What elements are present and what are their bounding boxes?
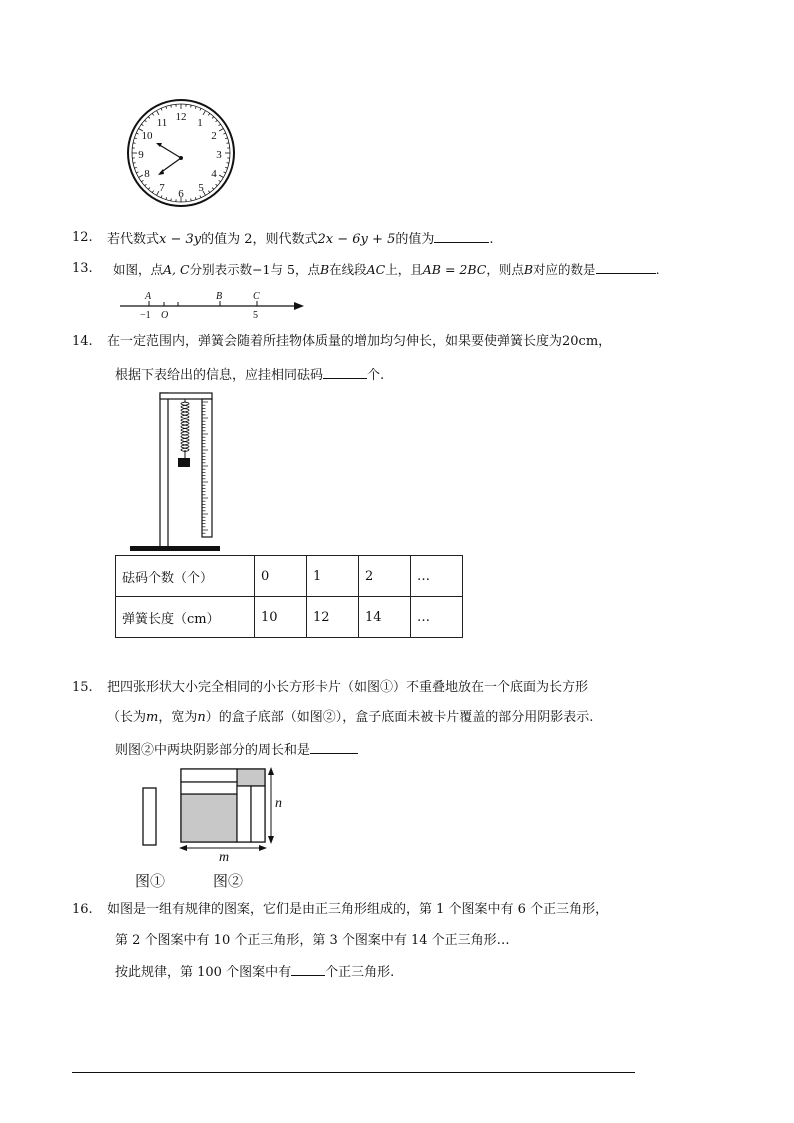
q12-answer-blank[interactable]	[434, 229, 489, 243]
table-cell: 12	[307, 597, 359, 638]
q15-line2-a: （长为	[107, 710, 147, 725]
q15-var-n: n	[197, 710, 206, 725]
question-15-line-2	[107, 709, 593, 727]
table-cell: …	[411, 597, 463, 638]
q12-text-2: 的值为 2，则代数式	[201, 232, 318, 247]
q13-text-6: ，则点	[486, 262, 524, 277]
figure-1-card	[140, 786, 160, 848]
q15-answer-blank[interactable]	[310, 740, 358, 754]
question-16-line-1	[107, 901, 608, 919]
figure-2-label-n: n	[275, 796, 282, 811]
q14-line2-end: 个.	[367, 368, 385, 383]
clock-num-5: 5	[198, 182, 204, 194]
figure-2-box	[176, 764, 286, 864]
clock-num-3: 3	[216, 149, 222, 161]
q13-text-8: .	[655, 262, 660, 277]
number-line-figure	[118, 288, 308, 322]
q13-text-4: 在线段	[329, 262, 367, 277]
question-12-text	[107, 229, 494, 249]
q14-answer-blank[interactable]	[323, 365, 367, 379]
q12-expr-2: 2x − 6y + 5	[317, 232, 396, 247]
clock-num-1: 1	[197, 117, 203, 129]
table-header-cell: 砝码个数（个）	[116, 556, 255, 597]
q12-text-3: 的值为	[395, 232, 435, 247]
table-row	[116, 597, 463, 638]
question-16-line-3	[115, 962, 394, 982]
question-13-text	[113, 260, 660, 279]
figure-2-label-m: m	[219, 850, 230, 864]
numberline-label-o: O	[161, 310, 169, 321]
q15-line3-text: 则图②中两块阴影部分的周长和是	[115, 743, 311, 758]
table-cell: 2	[359, 556, 411, 597]
question-14-line-2	[115, 365, 384, 385]
table-row	[116, 556, 463, 597]
q16-line3-b: 个正三角形.	[325, 965, 395, 980]
spring-data-table	[115, 555, 463, 638]
q14-line2-text: 根据下表给出的信息，应挂相同砝码	[115, 368, 324, 383]
clock-hour-hand	[158, 144, 181, 158]
q14-line1-text: 在一定范围内，弹簧会随着所挂物体质量的增加均匀伸长，如果要使弹簧长度为	[107, 334, 563, 349]
q13-segment: AC	[366, 262, 386, 277]
q13-point-b: B	[319, 262, 330, 277]
q15-var-m: m	[146, 710, 159, 725]
question-number-13: 13.	[72, 261, 93, 276]
q13-text-1: 如图，点	[113, 262, 164, 277]
clock-num-2: 2	[211, 130, 217, 142]
q13-text-3: 与 5，点	[270, 262, 320, 277]
numberline-label-neg1: −1	[140, 310, 151, 321]
q16-line3-a: 按此规律，第 100 个图案中有	[115, 965, 292, 980]
numberline-label-b: B	[216, 291, 223, 302]
q15-line1-text: 把四张形状大小完全相同的小长方形卡片（如图①）不重叠地放在一个底面为长方形	[107, 680, 589, 695]
question-15-line-3	[115, 740, 358, 760]
clock-num-11: 11	[156, 117, 168, 129]
table-cell: 14	[359, 597, 411, 638]
q13-answer-blank[interactable]	[596, 260, 656, 274]
q15-line2-c: ）的盒子底部（如图②），盒子底面未被卡片覆盖的部分用阴影表示.	[205, 710, 594, 725]
q14-line1-end: ，	[598, 334, 612, 349]
q13-text-5: 上，且	[385, 262, 423, 277]
clock-figure	[125, 97, 237, 209]
clock-num-10: 10	[141, 130, 153, 142]
numberline-label-c: C	[253, 291, 260, 302]
spring-apparatus-figure	[126, 390, 226, 552]
question-number-16: 16.	[72, 902, 93, 917]
q16-line2-text: 第 2 个图案中有 10 个正三角形，第 3 个图案中有 14 个正三角形…	[115, 933, 510, 948]
q14-target-length: 20cm	[562, 334, 599, 349]
q12-text-1: 若代数式	[107, 232, 160, 247]
q13-points: A, C	[163, 262, 190, 277]
q12-expr-1: x − 3y	[159, 232, 202, 247]
numberline-label-5: 5	[253, 310, 258, 321]
weight-block	[178, 458, 190, 467]
question-number-14: 14.	[72, 334, 93, 349]
question-number-15: 15.	[72, 680, 93, 695]
clock-num-6: 6	[178, 188, 184, 200]
q13-text-7: 对应的数是	[533, 262, 596, 277]
table-cell: 10	[255, 597, 307, 638]
table-cell: 1	[307, 556, 359, 597]
table-header-cell: 弹簧长度（cm）	[116, 597, 255, 638]
question-number-12: 12.	[72, 230, 93, 245]
q13-number-neg1: −1	[252, 262, 271, 277]
question-14-line-1	[107, 333, 611, 351]
footer-divider	[72, 1072, 635, 1073]
numberline-label-a: A	[145, 291, 152, 302]
question-16-line-2	[115, 932, 510, 950]
q16-answer-blank[interactable]	[291, 962, 325, 976]
figure-2-label: 图②	[213, 872, 244, 890]
question-15-line-1	[107, 679, 588, 697]
clock-num-8: 8	[144, 168, 150, 180]
q13-equation: AB = 2BC	[422, 262, 487, 277]
clock-num-12: 12	[175, 111, 187, 123]
q13-text-2: 分别表示数	[189, 262, 253, 277]
q16-line1-text: 如图是一组有规律的图案，它们是由正三角形组成的，第 1 个图案中有 6 个正三角形，	[107, 902, 609, 917]
table-cell: …	[411, 556, 463, 597]
q12-text-4: .	[489, 232, 494, 247]
clock-num-7: 7	[159, 182, 165, 194]
clock-num-4: 4	[211, 168, 217, 180]
q15-line2-b: ，宽为	[158, 710, 198, 725]
figure-1-label: 图①	[135, 872, 166, 890]
table-cell: 0	[255, 556, 307, 597]
clock-num-9: 9	[138, 149, 144, 161]
q13-point-b-2: B	[523, 262, 534, 277]
